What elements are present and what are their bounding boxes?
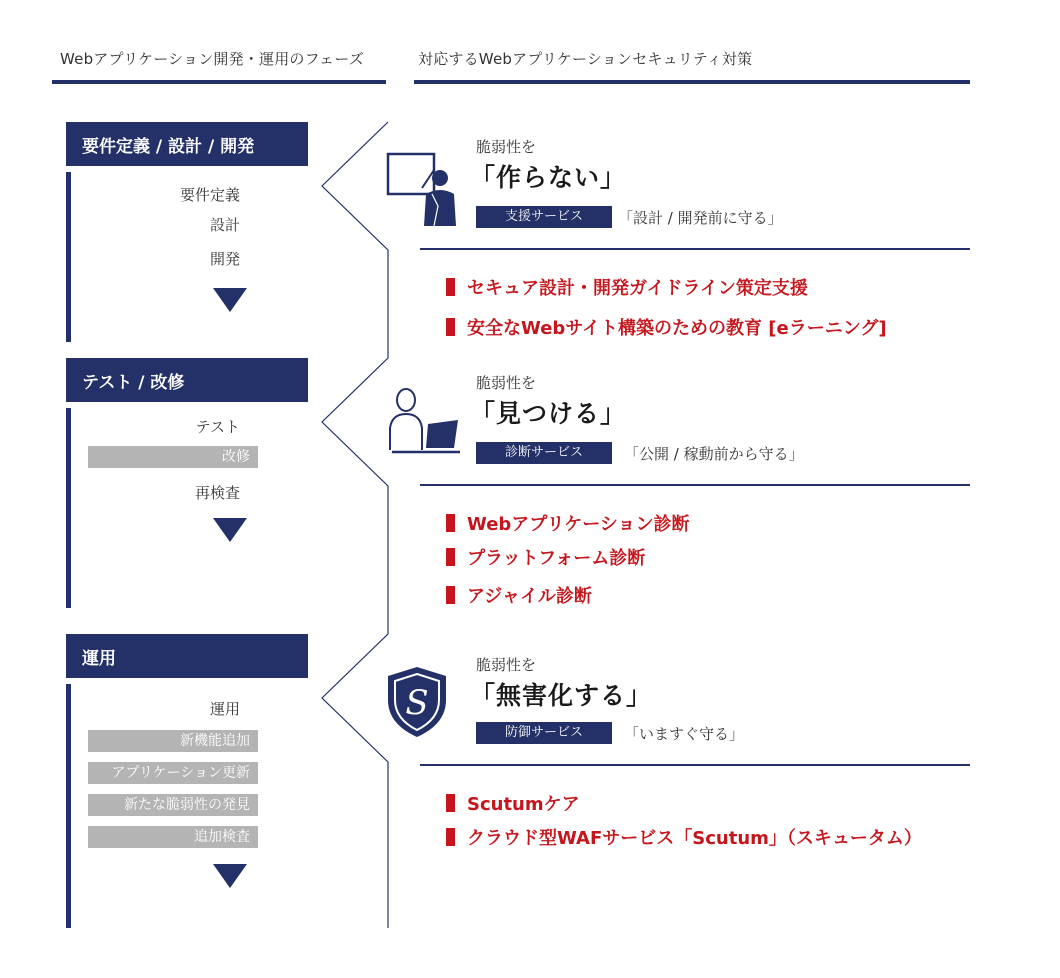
service-item <box>446 544 645 570</box>
step-label-highlighted: 新機能追加 <box>88 730 258 752</box>
service-item <box>446 510 690 536</box>
measure-title: 「無害化する」 <box>470 681 653 710</box>
service-note: 「公開 / 稼動前から守る」 <box>624 445 804 463</box>
measure-pre-label: 脆弱性を <box>476 374 537 392</box>
bullet-icon <box>446 514 455 532</box>
service-item-label: 安全なWebサイト構築のための教育 [eラーニング] <box>467 318 887 339</box>
step-label: 運用 <box>209 700 240 718</box>
step-label-highlighted: 改修 <box>88 446 258 468</box>
phase-line-operation <box>66 684 71 928</box>
down-arrow-icon <box>213 864 247 888</box>
step-label-highlighted: 追加検査 <box>88 826 258 848</box>
person-laptop-icon <box>384 384 464 460</box>
phase-title-operation: 運用 <box>66 634 308 678</box>
step-label: 開発 <box>209 250 240 268</box>
service-item-label: クラウド型WAFサービス「Scutum」（スキュータム） <box>467 828 922 849</box>
phase-title-requirements: 要件定義 / 設計 / 開発 <box>66 122 308 166</box>
phase-line-requirements <box>66 172 71 342</box>
service-note: 「設計 / 開発前に守る」 <box>618 209 783 227</box>
bullet-icon <box>446 794 455 812</box>
step-label: 設計 <box>209 216 240 234</box>
down-arrow-icon <box>213 288 247 312</box>
service-item-label: Webアプリケーション診断 <box>467 514 690 535</box>
step-label: 再検査 <box>194 484 240 502</box>
phase-line-test <box>66 408 71 608</box>
service-note: 「いますぐ守る」 <box>624 725 745 743</box>
down-arrow-icon <box>213 518 247 542</box>
bullet-icon <box>446 278 455 296</box>
service-item-label: Scutumケア <box>467 794 580 815</box>
service-item <box>446 824 922 850</box>
bullet-icon <box>446 586 455 604</box>
measure-pre-label: 脆弱性を <box>476 656 537 674</box>
service-item <box>446 314 887 340</box>
step-label-highlighted: 新たな脆弱性の発見 <box>88 794 258 816</box>
service-item <box>446 582 592 608</box>
bullet-icon <box>446 828 455 846</box>
step-label: 要件定義 <box>179 186 240 204</box>
step-label: テスト <box>195 418 240 436</box>
service-badge: 診断サービス <box>476 442 612 464</box>
section-divider <box>420 248 970 250</box>
right-column-header: 対応するWebアプリケーションセキュリティ対策 <box>418 50 753 68</box>
measure-title: 「見つける」 <box>470 399 627 428</box>
shield-s-icon <box>384 664 450 740</box>
section-divider <box>420 764 970 766</box>
service-item-label: セキュア設計・開発ガイドライン策定支援 <box>467 278 808 299</box>
measure-title: 「作らない」 <box>470 163 627 192</box>
service-badge: 防御サービス <box>476 722 612 744</box>
step-label-highlighted: アプリケーション更新 <box>88 762 258 784</box>
service-item <box>446 790 580 816</box>
left-column-header: Webアプリケーション開発・運用のフェーズ <box>60 50 364 68</box>
section-divider <box>420 484 970 486</box>
service-item-label: アジャイル診断 <box>467 586 592 607</box>
service-item <box>446 274 808 300</box>
svg-text:S: S <box>405 683 429 723</box>
presenter-icon <box>384 150 464 230</box>
bullet-icon <box>446 548 455 566</box>
measure-pre-label: 脆弱性を <box>476 138 537 156</box>
bullet-icon <box>446 318 455 336</box>
service-badge: 支援サービス <box>476 206 612 228</box>
service-item-label: プラットフォーム診断 <box>467 548 646 569</box>
phase-title-test: テスト / 改修 <box>66 358 308 402</box>
